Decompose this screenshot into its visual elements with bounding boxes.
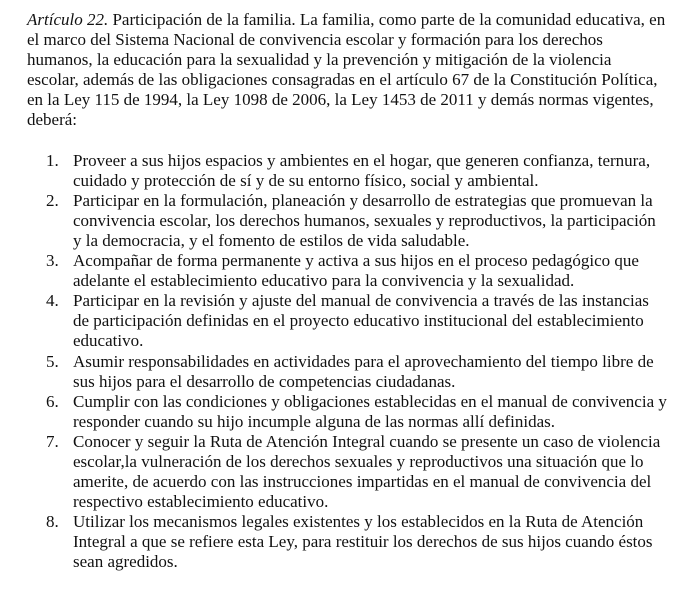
list-item-text: Utilizar los mecanismos legales existentes y los establecidos en la Ruta de Atención Integral a que se refiere esta Ley, para restituir los derechos de sus hijos cuando éstos sean agredidos. xyxy=(73,512,653,572)
list-item xyxy=(27,291,667,351)
list-item-number: 1. xyxy=(46,150,59,170)
list-item xyxy=(27,392,667,432)
list-item xyxy=(27,352,667,392)
list-item xyxy=(27,191,667,251)
list-item-text: Cumplir con las condiciones y obligaciones establecidas en el manual de convivencia y responder cuando su hijo incumple alguna de las normas allí definidas. xyxy=(73,391,667,431)
list-item-text: Acompañar de forma permanente y activa a sus hijos en el proceso pedagógico que adelante el establecimiento educativo para la convivencia y la sexualidad. xyxy=(73,251,639,291)
list-item-number: 5. xyxy=(46,351,59,371)
document-body xyxy=(27,10,667,573)
list-item-number: 3. xyxy=(46,251,59,271)
list-item-number: 2. xyxy=(46,190,59,210)
article-label: Artículo 22. xyxy=(27,10,109,29)
list-item xyxy=(27,432,667,512)
list-item-text: Participar en la revisión y ajuste del manual de convivencia a través de las instancias de participación definidas en el proyecto educativo institucional del establecimiento educativo. xyxy=(73,291,649,351)
list-item xyxy=(27,251,667,291)
list-item-text: Participar en la formulación, planeación y desarrollo de estrategias que promuevan la convivencia escolar, los derechos humanos, sexuales y reproductivos, la participación y la democracia, y el fomento de estilos de vida saludable. xyxy=(73,190,656,250)
list-item-number: 8. xyxy=(46,512,59,532)
article-intro-text: Participación de la familia. La familia, como parte de la comunidad educativa, en el marco del Sistema Nacional de convivencia escolar y formación para los derechos humanos, la educación para la sexualidad y la prevención y mitigación de la violencia escolar, además de las obligaciones consagradas en el artículo 67 de la Constitución Política, en la Ley 115 de 1994, la Ley 1098 de 2006, la Ley 1453 de 2011 y demás normas vigentes, deberá: xyxy=(27,10,666,130)
obligations-list xyxy=(27,151,667,573)
article-paragraph xyxy=(27,10,667,131)
list-item xyxy=(27,512,667,572)
list-item-text: Conocer y seguir la Ruta de Atención Integral cuando se presente un caso de violencia escolar,la vulneración de los derechos sexuales y reproductivos una situación que lo amerite, de acuerdo con las instrucciones impartidas en el manual de convivencia del respectivo establecimiento educativo. xyxy=(73,431,661,512)
list-item-number: 4. xyxy=(46,291,59,311)
list-item-text: Proveer a sus hijos espacios y ambientes en el hogar, que generen confianza, ternura, cuidado y protección de sí y de su entorno físico, social y ambiental. xyxy=(73,150,651,190)
list-item-number: 7. xyxy=(46,431,59,451)
list-item-text: Asumir responsabilidades en actividades para el aprovechamiento del tiempo libre de sus hijos para el desarrollo de competencias ciudadanas. xyxy=(73,351,654,391)
list-item xyxy=(27,151,667,191)
list-item-number: 6. xyxy=(46,391,59,411)
